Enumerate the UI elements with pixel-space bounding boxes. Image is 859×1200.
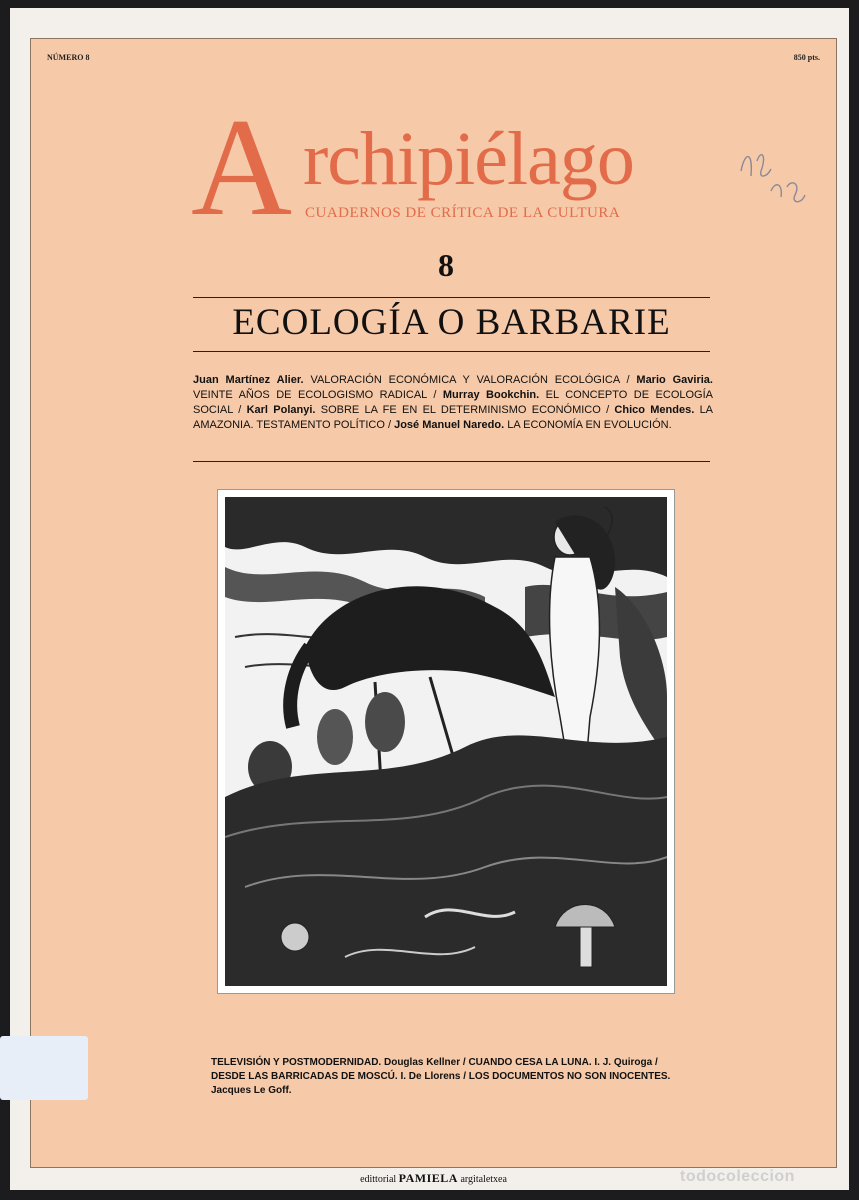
price-label: 850 pts. xyxy=(793,53,820,62)
issue-number: 8 xyxy=(438,247,454,283)
secondary-line: TELEVISIÓN Y POSTMODERNIDAD. Douglas Kellner / CUANDO CESA LA LUNA. I. J. Quiroga / xyxy=(211,1057,658,1068)
magazine-cover xyxy=(10,8,849,1190)
publisher-name: PAMIELA xyxy=(398,1171,458,1185)
secondary-line: Jacques Le Goff. xyxy=(211,1085,292,1096)
contents-author: Chico Mendes. xyxy=(614,404,695,416)
divider-rule xyxy=(193,351,710,352)
contents-list xyxy=(193,373,713,433)
publisher-suffix: argitaletxea xyxy=(460,1174,507,1185)
issue-label: NÚMERO 8 xyxy=(47,53,90,62)
contents-author: Mario Gaviria. xyxy=(636,374,713,386)
cover-illustration xyxy=(217,489,675,994)
contents-title: EL CONCEPTO DE ECOLOGÍA SOCIAL / xyxy=(193,389,714,416)
watermark: todocoleccion xyxy=(680,1168,795,1185)
masthead xyxy=(191,90,711,245)
handwritten-note-icon xyxy=(731,131,821,231)
contents-title: SOBRE LA FE EN EL DETERMINISMO ECONÓMICO / xyxy=(315,404,615,416)
contents-title: VALORACIÓN ECONÓMICA Y VALORACIÓN ECOLÓGICA / xyxy=(303,374,637,386)
publisher-prefix: edittorial xyxy=(360,1174,397,1185)
contents-author: Karl Polanyi. xyxy=(246,404,316,416)
contents-title: LA ECONOMÍA EN EVOLUCIÓN. xyxy=(504,419,672,431)
engraving-bird-nude-landscape-icon xyxy=(225,497,667,986)
masthead-title: rchipiélago xyxy=(303,117,634,201)
headline: ECOLOGÍA O BARBARIE xyxy=(232,302,671,343)
divider-rule xyxy=(193,461,710,462)
secondary-line: DESDE LAS BARRICADAS DE MOSCÚ. I. De Llorens / LOS DOCUMENTOS NO SON INOCENTES. xyxy=(211,1071,671,1082)
library-label-icon xyxy=(0,1036,88,1100)
secondary-contents xyxy=(211,1056,681,1098)
contents-author: Juan Martínez Alier. xyxy=(193,374,304,386)
divider-rule xyxy=(193,297,710,298)
masthead-initial: A xyxy=(191,90,293,245)
masthead-subtitle: CUADERNOS DE CRÍTICA DE LA CULTURA xyxy=(305,205,621,221)
contents-title: VEINTE AÑOS DE ECOLOGISMO RADICAL / xyxy=(193,389,443,401)
contents-author: José Manuel Naredo. xyxy=(394,419,505,431)
contents-author: Murray Bookchin. xyxy=(442,389,540,401)
contents-title: LA AMAZONIA. TESTAMENTO POLÍTICO / xyxy=(193,404,714,431)
